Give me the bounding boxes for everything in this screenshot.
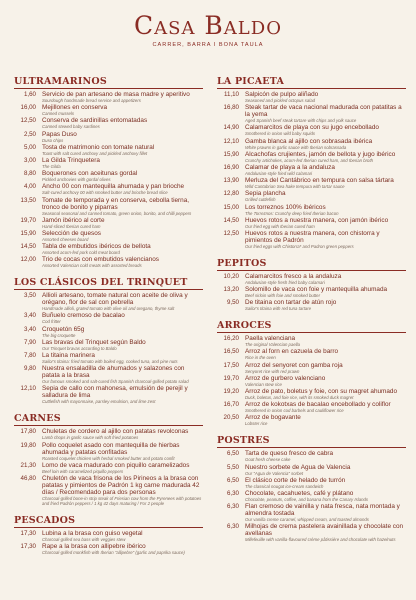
item-description: Charcoal-grilled sea bass with veggies stew <box>42 536 126 542</box>
item-body <box>245 204 406 216</box>
item-description: Goat fresh cheese cake <box>245 457 291 463</box>
menu-item <box>217 523 406 542</box>
menu-item <box>14 352 203 364</box>
menu-item <box>217 414 406 426</box>
item-name: Chuletón de vaca frisona de los Pirineos a la brasa con patatas y pimientos de Padrón 1 kg carne madurada 42 días / Recomendado para dos personas <box>42 474 200 496</box>
item-name: Allioli artesano, tomate natural con aceite de oliva y orégano, flor de sal con pebrella <box>42 292 188 307</box>
item-name: Los torreznos 100% ibéricos <box>245 203 326 211</box>
item-description: Lobster rice <box>245 421 268 427</box>
item-price: 17,30 <box>20 529 36 537</box>
item-name: Gamba blanca al ajillo con sobrasada ibérica <box>245 137 373 145</box>
item-price: 14,50 <box>223 216 239 224</box>
item-price: 12,10 <box>223 137 239 145</box>
item-name: Arroz de pato, boletus y foie, con su magret ahumado <box>245 388 398 395</box>
item-description: The Gilda <box>42 163 61 169</box>
item-price: 12,10 <box>20 385 36 393</box>
item-body <box>42 292 203 311</box>
item-name: Calamar de playa a la andaluza <box>245 163 335 171</box>
item-body <box>42 230 203 242</box>
item-body <box>245 151 406 163</box>
menu-item <box>14 183 203 195</box>
menu-item <box>14 243 203 255</box>
item-name: Mejillones en conserva <box>42 104 108 112</box>
menu-item <box>217 464 406 476</box>
item-body <box>42 217 203 229</box>
item-name: Arroz de bogavante <box>245 414 301 422</box>
item-body <box>245 414 406 426</box>
section-title: ARROCES <box>217 320 406 333</box>
item-description: Chocolate, peanuts, coffee, and banana from the Canary Islands <box>245 496 369 502</box>
menu-item <box>217 177 406 189</box>
menu-item <box>14 91 203 103</box>
item-name: Jamón ibérico al corte <box>42 216 105 224</box>
menu-item <box>14 170 203 182</box>
item-body <box>245 164 406 176</box>
item-description: Assorted cheeses board <box>42 236 89 242</box>
item-body <box>245 230 406 249</box>
item-name: Arroz al forn en cazuela de barro <box>245 348 339 356</box>
menu-item <box>217 104 406 123</box>
item-body <box>245 91 406 103</box>
item-name: Steak tartar de vaca nacional madurada con patatitas a la yema <box>245 104 402 119</box>
item-name: Arroz de gurbero valenciano <box>245 374 326 382</box>
item-description: Wild Cantabrian Sea hake tempura with tartar sauce <box>245 184 345 190</box>
item-price: 2,50 <box>23 130 36 138</box>
item-body <box>245 286 406 298</box>
item-price: 1,60 <box>23 91 36 98</box>
item-body <box>42 91 203 103</box>
item-description: The big croquette <box>42 332 76 338</box>
item-description: Assorted Valencian cold meats with assorted breads <box>42 263 142 269</box>
item-price: 16,20 <box>223 335 239 343</box>
item-price: 19,70 <box>223 374 239 382</box>
item-body <box>245 138 406 150</box>
section-ultramarinos <box>14 76 203 268</box>
section-title: LOS CLÁSICOS DEL TRINQUET <box>14 277 203 290</box>
item-name: Milhojas de crema pastelera avainillada y chocolate con avellanas <box>245 523 404 538</box>
item-price: 7,80 <box>23 352 36 359</box>
item-name: Rape a la brasa con allipebre ibérico <box>42 543 146 551</box>
item-description: The classical nougat ice-cream sandwich <box>245 483 324 489</box>
item-description: Toast with salt cured anchovy and pickled anchovy fillet <box>42 150 148 156</box>
item-price: 8,80 <box>23 170 36 178</box>
item-name: Chuletas de cordero al ajillo con patatas revolconas <box>42 428 189 436</box>
item-price: 3,00 <box>23 156 36 164</box>
menu-item <box>217 273 406 285</box>
item-description: Our famous smoked and salt-cured fish Spanish charcoal-grilled potato salad <box>42 379 189 385</box>
item-body <box>42 243 203 255</box>
menu-item <box>14 230 203 242</box>
item-price: 7,90 <box>23 338 36 346</box>
item-body <box>42 104 203 116</box>
item-body <box>42 475 203 506</box>
item-price: 14,90 <box>223 124 239 132</box>
item-body <box>245 362 406 374</box>
item-price: 6,30 <box>226 523 239 531</box>
menu-item <box>217 138 406 150</box>
item-price: 16,70 <box>223 401 239 409</box>
item-name: Trio de cocas con embutidos valencianos <box>42 256 159 264</box>
menu-item <box>217 91 406 103</box>
item-description: Seasoned and pickled octopus salad <box>245 98 315 103</box>
item-body <box>42 442 203 461</box>
item-description: Salt-cured anchovy 00 with smoked butter and brioche bread slice <box>42 190 168 196</box>
item-price: 19,20 <box>223 388 239 395</box>
item-body <box>42 144 203 156</box>
item-name: Chocolate, cacahuetes, café y plátano <box>245 489 354 497</box>
menu-item <box>14 543 203 555</box>
item-body <box>245 217 406 229</box>
menu-item <box>14 292 203 311</box>
menu-item <box>217 450 406 462</box>
item-body <box>42 312 203 324</box>
menu-item <box>217 286 406 298</box>
item-description: Andalusian-style fried wild calamari <box>245 170 313 176</box>
item-description: Valencian stew rice <box>245 381 282 387</box>
item-body <box>245 464 406 476</box>
restaurant-logo: Casa Baldo <box>134 11 282 40</box>
item-body <box>245 523 406 542</box>
item-price: 15,00 <box>223 203 239 211</box>
item-name: Sepia plancha <box>245 190 286 198</box>
item-name: Ancho 00 con mantequilla ahumada y pan brioche <box>42 183 185 191</box>
item-description: The original Valencian paella <box>245 342 301 348</box>
menu-item <box>217 477 406 489</box>
menu-item <box>14 339 203 351</box>
item-price: 16,00 <box>20 104 36 112</box>
item-body <box>245 388 406 400</box>
item-name: Pollo coquelet asado con mantequilla de hierbas ahumada y patatas confitadas <box>42 441 180 456</box>
item-price: 3,40 <box>23 325 36 333</box>
item-price: 20,50 <box>223 414 239 422</box>
item-name: Lubina a la brasa con guiso vegetal <box>42 529 143 537</box>
item-price: 6,50 <box>226 476 239 484</box>
item-body <box>245 490 406 502</box>
item-price: 11,10 <box>223 91 239 98</box>
item-body <box>42 183 203 195</box>
section-title: PEPITOS <box>217 258 406 271</box>
item-description: Canned stewed baby sardines <box>42 124 100 130</box>
item-description: Smothered in onion wild baby squids <box>245 131 315 137</box>
item-description: Rice in the oven <box>245 355 276 361</box>
item-name: Tosta de matrimonio con tomate natural <box>42 143 155 151</box>
left-column <box>14 76 203 564</box>
item-name: Buñuelo cremoso de bacalao <box>42 312 125 320</box>
section-title: PESCADOS <box>14 515 203 528</box>
item-name: Calamarcitos fresco a la andaluza <box>245 272 342 280</box>
item-body <box>42 197 203 216</box>
menu-item <box>14 217 203 229</box>
item-body <box>42 365 203 384</box>
menu-item <box>14 385 203 404</box>
section-pescados <box>14 515 203 555</box>
item-price: 9,50 <box>226 299 239 307</box>
menu-item <box>217 335 406 347</box>
item-body <box>245 450 406 462</box>
item-name: Paella valenciana <box>245 335 296 343</box>
item-name: Sepia de callo con mahonesa, emulsión de perejil y salladura de lima <box>42 385 188 400</box>
menu-item <box>14 144 203 156</box>
item-body <box>42 385 203 404</box>
item-body <box>42 157 203 169</box>
item-description: Our fried eggs with Chistorra* and Padron green peppers <box>245 243 354 249</box>
item-body <box>42 530 203 542</box>
item-body <box>42 131 203 143</box>
menu-item <box>14 365 203 384</box>
menu-item <box>217 299 406 311</box>
item-price: 16,80 <box>223 104 239 112</box>
item-description: Cod fritter <box>42 319 61 325</box>
item-description: Senyoret rice with red prawn <box>245 368 300 374</box>
item-name: Papas Duso <box>42 130 77 138</box>
item-name: La titaina marinera <box>42 352 95 359</box>
menu-item <box>14 530 203 542</box>
section-title: ULTRAMARINOS <box>14 76 203 89</box>
item-price: 6,30 <box>226 489 239 497</box>
item-body <box>42 462 203 474</box>
item-description: Crunchy artichokes, acorn-fed Iberian cured ham, and Iberian broth <box>245 157 374 163</box>
menu-item <box>14 462 203 474</box>
section-title: LA PICAETA <box>217 76 406 89</box>
item-body <box>245 348 406 360</box>
item-price: 16,90 <box>223 163 239 171</box>
item-description: White prawns in garlic sauce with Iberian sobrassada <box>245 144 347 150</box>
menu-item <box>217 190 406 202</box>
item-name: Nuestra ensaladilla de ahumados y salazones con patata a la brasa <box>42 365 185 380</box>
item-price: 6,50 <box>226 450 239 458</box>
item-body <box>245 299 406 311</box>
menu-item <box>217 375 406 387</box>
item-price: 13,90 <box>223 177 239 185</box>
item-description: Our fried egg with Iberian cured ham <box>245 223 315 229</box>
item-name: Tomate de temporada y en conserva, cebolla tierna, tronco de bonito y piparras <box>42 196 190 211</box>
item-description: Sourdough handmade bread service and appetizers <box>42 98 141 103</box>
item-price: 46,80 <box>20 474 36 482</box>
item-body <box>245 177 406 189</box>
item-name: Servicio de pan artesano de masa madre y aperitivo <box>42 91 190 98</box>
item-description: Canned mussels <box>42 111 75 117</box>
item-description: Assorted acorn-fed pork cold meat board <box>42 250 120 256</box>
item-price: 12,50 <box>223 229 239 237</box>
item-price: 3,50 <box>23 292 36 300</box>
menu-item <box>217 230 406 249</box>
item-price: 16,50 <box>223 348 239 356</box>
item-description: Our "Agua de Valencia" sorbet <box>245 470 304 476</box>
item-name: Huevos rotos a nuestra manera, con jamón ibérico <box>245 216 389 224</box>
menu-item <box>14 326 203 338</box>
item-description: Pickled anchovies with gordal olives <box>42 177 111 183</box>
section-los-clasicos-del-trinquet <box>14 277 203 404</box>
item-name: Tabla de embutidos ibéricos de bellota <box>42 243 151 251</box>
tagline: CARRER, BARRA I BONA TAULA <box>152 42 264 48</box>
item-price: 21,30 <box>20 461 36 469</box>
item-price: 3,40 <box>23 312 36 320</box>
menu-header <box>0 0 416 68</box>
menu-item <box>14 428 203 440</box>
item-body <box>42 428 203 440</box>
item-name: La Gilda Trinquetera <box>42 156 100 164</box>
item-name: Huevos rotos a nuestra manera, con chistorra y pimientos de Padrón <box>245 229 380 244</box>
menu-item <box>217 388 406 400</box>
item-price: 9,80 <box>23 365 36 373</box>
item-price: 5,00 <box>23 143 36 151</box>
item-description: Hand-sliced Iberian cured ham <box>42 223 101 229</box>
section-pepitos <box>217 258 406 311</box>
item-name: Arroz del senyoret con gamba roja <box>245 361 343 369</box>
item-price: 13,20 <box>223 286 239 294</box>
item-description: Roasted coquelet chicken with herbal smoked butter and potato confit <box>42 455 175 461</box>
section-arroces <box>217 320 406 426</box>
item-name: Croquetón 65g <box>42 325 85 333</box>
item-price: 17,80 <box>20 428 36 436</box>
item-description: Andalusian-style fresh fried baby calamari <box>245 279 325 285</box>
item-description: The Torreznos: Crunchy deep fried Iberian bacon <box>245 210 339 216</box>
item-name: Flan cremoso de vainilla y nata fresca, nata montada y almendra tostada <box>245 503 400 518</box>
item-price: 17,30 <box>20 543 36 551</box>
menu-item <box>217 503 406 522</box>
item-name: Arroz de kokotxas de bacalao encebollado y coliflor <box>245 401 391 409</box>
item-description: Millefeuille with vanilla-flavoured crème pâtissière and chocolate with hazelnuts <box>245 537 396 543</box>
menu-item <box>217 348 406 360</box>
item-body <box>42 326 203 338</box>
item-body <box>245 273 406 285</box>
item-price: 19,70 <box>20 216 36 224</box>
item-description: Charcoal-grilled monkfish with Iberian "allipebre" (garlic and paprika sauce) <box>42 550 185 556</box>
item-body <box>245 503 406 522</box>
item-price: 12,00 <box>20 256 36 264</box>
item-description: Cuttlefish with mayonnaise, parsley emulsion, and lime zest <box>42 399 156 405</box>
item-price: 14,50 <box>20 243 36 251</box>
menu-item <box>217 204 406 216</box>
item-description: Duso chips <box>42 137 64 143</box>
item-description: Beef sirloin with foie and smoked butter <box>245 293 320 299</box>
item-name: Salpicón de pulpo aliñado <box>245 91 319 98</box>
menu-item <box>217 217 406 229</box>
item-description: Charcoal-grilled bone-in strip steak of Friesian cow from the Pyrenees with potatoes and fried Padrón peppers / 1 kg 42 days maturing / For 2 people <box>42 495 202 506</box>
item-description: Our Trinquet bravas according to Baldo <box>42 345 117 351</box>
item-name: Solomillo de vaca con foie y mantequilla ahumada <box>245 286 388 294</box>
item-description: Smothered in onion cod barbels and cauliflower rice <box>245 408 344 414</box>
item-description: Aged Spanish beef steak tartare with chips and yolk sauce <box>245 118 357 124</box>
item-body <box>42 543 203 555</box>
item-description: Our vanilla creme caramel, whipped cream, and toasted almonds <box>245 517 369 523</box>
item-description: Sailor's titaina: fried tomato with boiled egg, cooked tuna, and pine nuts <box>42 359 178 364</box>
item-description: Beef loin with caramelized piquillo peppers <box>42 468 124 474</box>
item-price: 15,90 <box>20 229 36 237</box>
menu-item <box>217 124 406 136</box>
item-name: Conserva de sardinillas entomatadas <box>42 117 148 125</box>
item-price: 15,90 <box>223 150 239 158</box>
item-price: 17,50 <box>223 361 239 369</box>
item-body <box>245 375 406 387</box>
section-postres <box>217 435 406 542</box>
item-name: De titaina con tartar de atún rojo <box>245 299 337 307</box>
item-name: Lomo de vaca madurado con piquillo caramelizados <box>42 461 190 469</box>
menu-item <box>14 131 203 143</box>
item-price: 6,30 <box>226 503 239 511</box>
item-name: Calamarcitos de playa con su jugo encebollado <box>245 124 379 132</box>
menu-item <box>14 104 203 116</box>
item-body <box>42 352 203 364</box>
menu-item <box>14 256 203 268</box>
item-body <box>42 170 203 182</box>
item-body <box>42 339 203 351</box>
section-title: CARNES <box>14 413 203 426</box>
menu-item <box>14 312 203 324</box>
item-description: Lamb chops in garlic sauce with soft fried potatoes <box>42 435 139 441</box>
menu-item <box>14 197 203 216</box>
item-description: Duck, boletus, and foie rice, with its smoked duck magret <box>245 395 354 400</box>
item-price: 5,50 <box>226 463 239 471</box>
item-price: 13,50 <box>20 196 36 204</box>
item-description: Handmade allioli, grated tomato with olive oil and oregano, thyme salt <box>42 306 175 312</box>
item-name: Selección de quesos <box>42 229 101 237</box>
item-price: 12,80 <box>223 190 239 198</box>
item-name: Boquerones con aceitunas gordal <box>42 170 138 178</box>
menu-item <box>217 164 406 176</box>
menu-item <box>217 490 406 502</box>
item-body <box>245 190 406 202</box>
item-body <box>245 104 406 123</box>
item-body <box>245 477 406 489</box>
menu-item <box>217 401 406 413</box>
item-name: El clásico corte de helado de turrón <box>245 476 346 484</box>
item-price: 4,00 <box>23 183 36 191</box>
item-body <box>245 335 406 347</box>
menu-item <box>217 362 406 374</box>
item-body <box>42 117 203 129</box>
item-name: Tarta de queso fresco de cabra <box>245 450 334 458</box>
menu-item <box>14 157 203 169</box>
item-price: 19,80 <box>20 441 36 449</box>
item-body <box>245 124 406 136</box>
section-la-picaeta <box>217 76 406 249</box>
item-price: 12,50 <box>20 117 36 125</box>
menu-item <box>217 151 406 163</box>
menu-columns <box>14 76 406 564</box>
item-name: Las bravas del Trinquet según Baldo <box>42 338 146 346</box>
item-body <box>42 256 203 268</box>
right-column <box>217 76 406 564</box>
item-body <box>245 401 406 413</box>
item-description: Sailor's titaina with red tuna tartare <box>245 306 312 312</box>
menu-item <box>14 475 203 506</box>
item-name: Alcachofas crujientes, jamón de bellota y jugo ibérico <box>245 150 396 158</box>
menu-item <box>14 442 203 461</box>
item-price: 10,20 <box>223 272 239 280</box>
menu-item <box>14 117 203 129</box>
section-title: POSTRES <box>217 435 406 448</box>
item-description: Grilled cuttlefish <box>245 197 276 203</box>
item-name: Nuestro sorbete de Agua de Valencia <box>245 463 351 471</box>
item-name: Merluza del Cantábrico en tempura con salsa tártara <box>245 177 394 185</box>
section-carnes <box>14 413 203 506</box>
item-description: Seasonal seasonal and canned tomato, green onion, bonito, and chilli peppers <box>42 210 192 216</box>
